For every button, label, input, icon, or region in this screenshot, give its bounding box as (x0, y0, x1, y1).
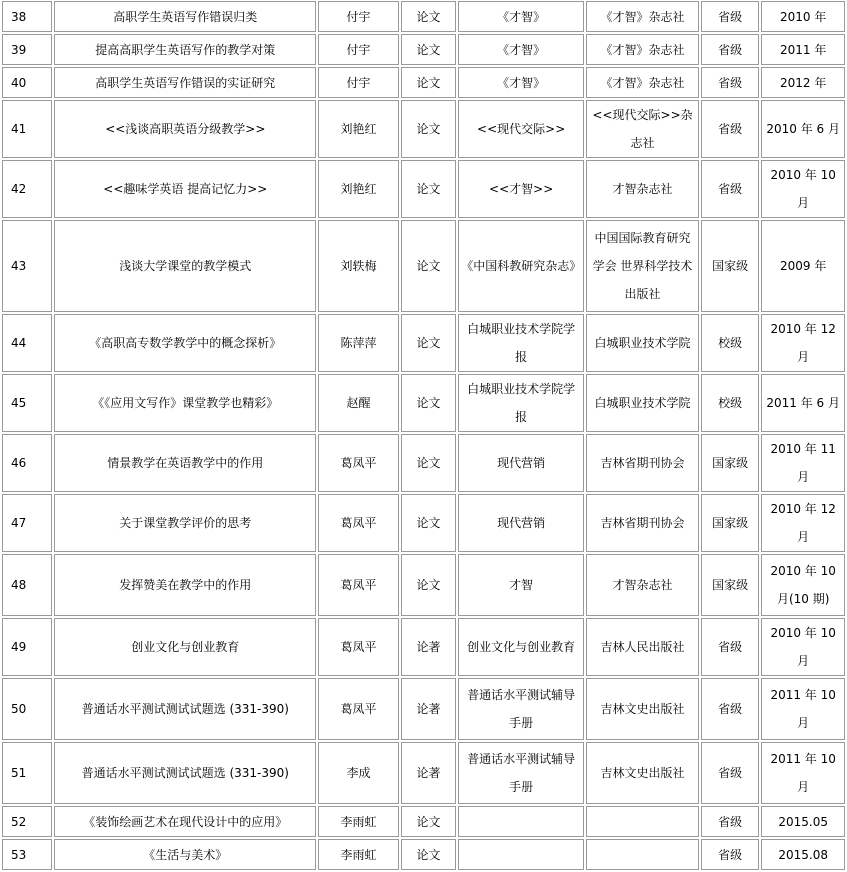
table-row (2, 314, 845, 372)
cell-publisher: 《才智》杂志社 (586, 34, 699, 65)
cell-level: 省级 (701, 67, 759, 98)
cell-level: 省级 (701, 160, 759, 218)
cell-level: 省级 (701, 678, 759, 740)
cell-journal (458, 839, 584, 870)
cell-number: 48 (2, 554, 52, 616)
cell-number: 49 (2, 618, 52, 676)
cell-author: 葛凤平 (318, 434, 399, 492)
cell-type: 论著 (401, 678, 456, 740)
cell-title: 高职学生英语写作错误归类 (54, 1, 316, 32)
cell-date: 2010 年 10 月(10 期) (761, 554, 845, 616)
cell-level: 国家级 (701, 554, 759, 616)
cell-number: 38 (2, 1, 52, 32)
cell-journal: 《中国科教研究杂志》 (458, 220, 584, 312)
cell-journal: 《才智》 (458, 1, 584, 32)
table-row (2, 34, 845, 65)
cell-date: 2012 年 (761, 67, 845, 98)
cell-journal: <<现代交际>> (458, 100, 584, 158)
cell-type: 论文 (401, 374, 456, 432)
cell-type: 论文 (401, 1, 456, 32)
cell-type: 论文 (401, 100, 456, 158)
cell-author: 付宇 (318, 34, 399, 65)
cell-number: 53 (2, 839, 52, 870)
cell-title: <<趣味学英语 提高记忆力>> (54, 160, 316, 218)
cell-publisher: 吉林文史出版社 (586, 678, 699, 740)
table-row (2, 434, 845, 492)
cell-number: 50 (2, 678, 52, 740)
cell-author: 李成 (318, 742, 399, 804)
cell-author: 葛凤平 (318, 678, 399, 740)
cell-publisher: 才智杂志社 (586, 554, 699, 616)
cell-level: 省级 (701, 806, 759, 837)
cell-publisher: 吉林省期刊协会 (586, 434, 699, 492)
cell-author: 付宇 (318, 67, 399, 98)
cell-journal: 现代营销 (458, 494, 584, 552)
cell-type: 论文 (401, 806, 456, 837)
cell-author: 刘艳红 (318, 160, 399, 218)
cell-title: 普通话水平测试测试试题选 (331-390) (54, 678, 316, 740)
cell-title: 《装饰绘画艺术在现代设计中的应用》 (54, 806, 316, 837)
cell-date: 2015.05 (761, 806, 845, 837)
cell-level: 省级 (701, 618, 759, 676)
table-row (2, 806, 845, 837)
cell-level: 省级 (701, 1, 759, 32)
cell-date: 2009 年 (761, 220, 845, 312)
cell-journal: 普通话水平测试辅导手册 (458, 678, 584, 740)
publications-table-body (2, 1, 845, 870)
table-row (2, 1, 845, 32)
cell-journal: 白城职业技术学院学报 (458, 374, 584, 432)
cell-journal: 创业文化与创业教育 (458, 618, 584, 676)
table-row (2, 618, 845, 676)
table-row (2, 220, 845, 312)
cell-title: 提高高职学生英语写作的教学对策 (54, 34, 316, 65)
cell-author: 李雨虹 (318, 839, 399, 870)
table-row (2, 374, 845, 432)
cell-journal: 现代营销 (458, 434, 584, 492)
cell-type: 论文 (401, 34, 456, 65)
cell-date: 2011 年 6 月 (761, 374, 845, 432)
cell-journal: 普通话水平测试辅导手册 (458, 742, 584, 804)
table-row (2, 839, 845, 870)
cell-level: 省级 (701, 34, 759, 65)
cell-publisher (586, 839, 699, 870)
cell-publisher: 白城职业技术学院 (586, 314, 699, 372)
cell-type: 论文 (401, 314, 456, 372)
cell-publisher: 《才智》杂志社 (586, 1, 699, 32)
cell-date: 2010 年 (761, 1, 845, 32)
cell-title: 浅谈大学课堂的教学模式 (54, 220, 316, 312)
cell-type: 论文 (401, 160, 456, 218)
cell-number: 46 (2, 434, 52, 492)
cell-level: 国家级 (701, 434, 759, 492)
cell-publisher: 《才智》杂志社 (586, 67, 699, 98)
cell-title: 《生活与美术》 (54, 839, 316, 870)
cell-number: 43 (2, 220, 52, 312)
cell-publisher (586, 806, 699, 837)
cell-type: 论文 (401, 554, 456, 616)
cell-publisher: 白城职业技术学院 (586, 374, 699, 432)
cell-number: 40 (2, 67, 52, 98)
cell-level: 省级 (701, 742, 759, 804)
cell-title: 情景教学在英语教学中的作用 (54, 434, 316, 492)
cell-author: 葛凤平 (318, 618, 399, 676)
cell-date: 2010 年 12 月 (761, 314, 845, 372)
cell-author: 李雨虹 (318, 806, 399, 837)
cell-type: 论著 (401, 742, 456, 804)
cell-title: 创业文化与创业教育 (54, 618, 316, 676)
cell-publisher: 才智杂志社 (586, 160, 699, 218)
cell-type: 论文 (401, 494, 456, 552)
table-row (2, 554, 845, 616)
cell-type: 论文 (401, 839, 456, 870)
cell-journal: 才智 (458, 554, 584, 616)
table-row (2, 100, 845, 158)
cell-title: 高职学生英语写作错误的实证研究 (54, 67, 316, 98)
cell-number: 52 (2, 806, 52, 837)
cell-journal: 《才智》 (458, 34, 584, 65)
cell-title: 发挥赞美在教学中的作用 (54, 554, 316, 616)
table-row (2, 678, 845, 740)
cell-author: 付宇 (318, 1, 399, 32)
cell-level: 国家级 (701, 220, 759, 312)
cell-author: 陈萍萍 (318, 314, 399, 372)
cell-title: 关于课堂教学评价的思考 (54, 494, 316, 552)
cell-date: 2010 年 12 月 (761, 494, 845, 552)
cell-author: 刘艳红 (318, 100, 399, 158)
table-row (2, 67, 845, 98)
cell-publisher: <<现代交际>>杂志社 (586, 100, 699, 158)
cell-type: 论文 (401, 220, 456, 312)
cell-title: 普通话水平测试测试试题选 (331-390) (54, 742, 316, 804)
cell-date: 2011 年 10 月 (761, 678, 845, 740)
cell-journal: <<才智>> (458, 160, 584, 218)
cell-date: 2010 年 10 月 (761, 160, 845, 218)
table-row (2, 494, 845, 552)
cell-author: 葛凤平 (318, 494, 399, 552)
cell-date: 2011 年 10 月 (761, 742, 845, 804)
cell-date: 2015.08 (761, 839, 845, 870)
cell-author: 葛凤平 (318, 554, 399, 616)
cell-publisher: 吉林省期刊协会 (586, 494, 699, 552)
table-row (2, 742, 845, 804)
cell-type: 论文 (401, 67, 456, 98)
cell-number: 47 (2, 494, 52, 552)
cell-date: 2010 年 10 月 (761, 618, 845, 676)
cell-author: 刘轶梅 (318, 220, 399, 312)
cell-publisher: 中国国际教育研究学会 世界科学技术出版社 (586, 220, 699, 312)
cell-journal: 《才智》 (458, 67, 584, 98)
cell-title: <<浅谈高职英语分级教学>> (54, 100, 316, 158)
cell-level: 校级 (701, 374, 759, 432)
cell-journal (458, 806, 584, 837)
table-row (2, 160, 845, 218)
cell-publisher: 吉林文史出版社 (586, 742, 699, 804)
cell-number: 41 (2, 100, 52, 158)
cell-journal: 白城职业技术学院学报 (458, 314, 584, 372)
cell-publisher: 吉林人民出版社 (586, 618, 699, 676)
cell-level: 省级 (701, 100, 759, 158)
cell-date: 2010 年 11 月 (761, 434, 845, 492)
cell-number: 44 (2, 314, 52, 372)
cell-number: 39 (2, 34, 52, 65)
cell-type: 论文 (401, 434, 456, 492)
cell-type: 论著 (401, 618, 456, 676)
cell-level: 校级 (701, 314, 759, 372)
cell-number: 42 (2, 160, 52, 218)
cell-date: 2011 年 (761, 34, 845, 65)
cell-level: 省级 (701, 839, 759, 870)
cell-number: 45 (2, 374, 52, 432)
cell-level: 国家级 (701, 494, 759, 552)
cell-number: 51 (2, 742, 52, 804)
cell-title: 《《应用文写作》课堂教学也精彩》 (54, 374, 316, 432)
cell-title: 《高职高专数学教学中的概念探析》 (54, 314, 316, 372)
cell-author: 赵醒 (318, 374, 399, 432)
cell-date: 2010 年 6 月 (761, 100, 845, 158)
